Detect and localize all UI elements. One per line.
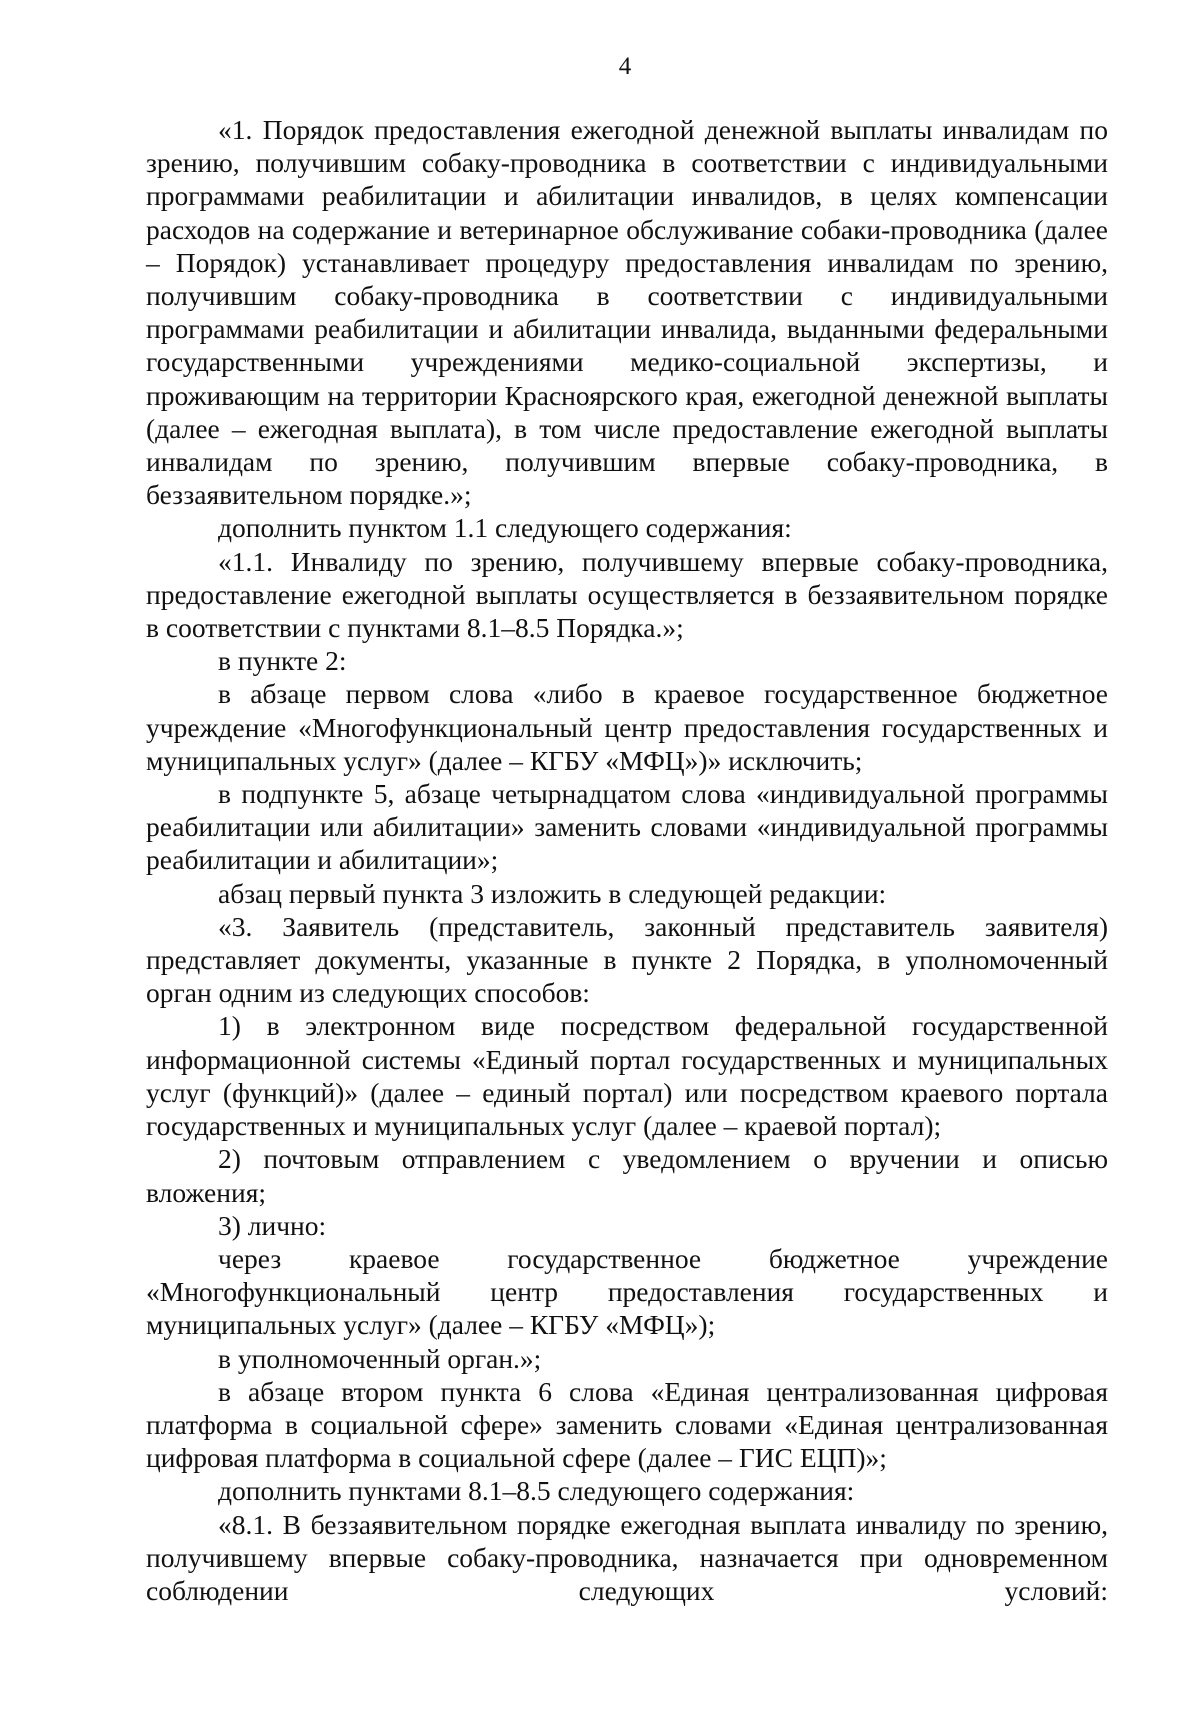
paragraph-13: в уполномоченный орган.»;	[218, 1342, 542, 1374]
paragraph-16: «8.1. В беззаявительном порядке ежегодная выплата инвалиду по зрению, получившему впервые собаку-проводника, назначается при одновременном соблюдении следующих условий:	[146, 1508, 1108, 1606]
paragraph-8: «3. Заявитель (представитель, законный представитель заявителя) представляет документы, указанные в пункте 2 Порядка, в уполномоченный орган одним из следующих способов:	[146, 910, 1108, 1009]
page-number: 4	[618, 53, 632, 80]
paragraph-9: 1) в электронном виде посредством федеральной государственной информационной системы «Единый портал государственных и муниципальных услуг (функций)» (далее – единый портал) или посредством краевого портала государственных и муниципальных услуг (далее – краевой портал);	[146, 1010, 1108, 1142]
paragraph-10: 2) почтовым отправлением с уведомлением о вручении и описью вложения;	[146, 1143, 1108, 1208]
paragraph-2: дополнить пунктом 1.1 следующего содержания:	[218, 512, 792, 544]
paragraph-1: «1. Порядок предоставления ежегодной денежной выплаты инвалидам по зрению, получившим собаку-проводника в соответствии с индивидуальными программами реабилитации и абилитации инвалидов, в целях компенсации расходов на содержание и ветеринарное обслуживание собаки-проводника (далее – Порядок) устанавливает процедуру предоставления инвалидам по зрению, получившим собаку-проводника в соответствии с индивидуальными программами реабилитации и абилитации инвалида, выданными федеральными государственными учреждениями медико-социальной экспертизы, и проживающим на территории Красноярского края, ежегодной денежной выплаты (далее – ежегодная выплата), в том числе предоставление ежегодной выплаты инвалидам по зрению, получившим впервые собаку-проводника, в беззаявительном порядке.»;	[146, 114, 1108, 511]
paragraph-15: дополнить пунктами 8.1–8.5 следующего содержания:	[218, 1475, 855, 1507]
paragraph-4: в пункте 2:	[218, 645, 347, 677]
paragraph-5: в абзаце первом слова «либо в краевое государственное бюджетное учреждение «Многофункциональный центр предоставления государственных и муниципальных услуг» (далее – КГБУ «МФЦ»)» исключить;	[146, 678, 1108, 776]
paragraph-6: в подпункте 5, абзаце четырнадцатом слова «индивидуальной программы реабилитации или абилитации» заменить словами «индивидуальной программы реабилитации и абилитации»;	[146, 778, 1108, 876]
paragraph-11: 3) лично:	[218, 1209, 327, 1241]
paragraph-12: через краевое государственное бюджетное учреждение «Многофункциональный центр предоставления государственных и муниципальных услуг» (далее – КГБУ «МФЦ»);	[146, 1242, 1108, 1341]
paragraph-3: «1.1. Инвалиду по зрению, получившему впервые собаку-проводника, предоставление ежегодной выплаты осуществляется в беззаявительном порядке в соответствии с пунктами 8.1–8.5 Порядка.»;	[146, 545, 1108, 644]
paragraph-7: абзац первый пункта 3 изложить в следующей редакции:	[218, 877, 887, 909]
paragraph-14: в абзаце втором пункта 6 слова «Единая централизованная цифровая платформа в социальной сфере» заменить словами «Единая централизованная цифровая платформа в социальной сфере (далее – ГИС ЕЦП)»;	[146, 1375, 1108, 1474]
document-body	[146, 113, 1108, 1607]
